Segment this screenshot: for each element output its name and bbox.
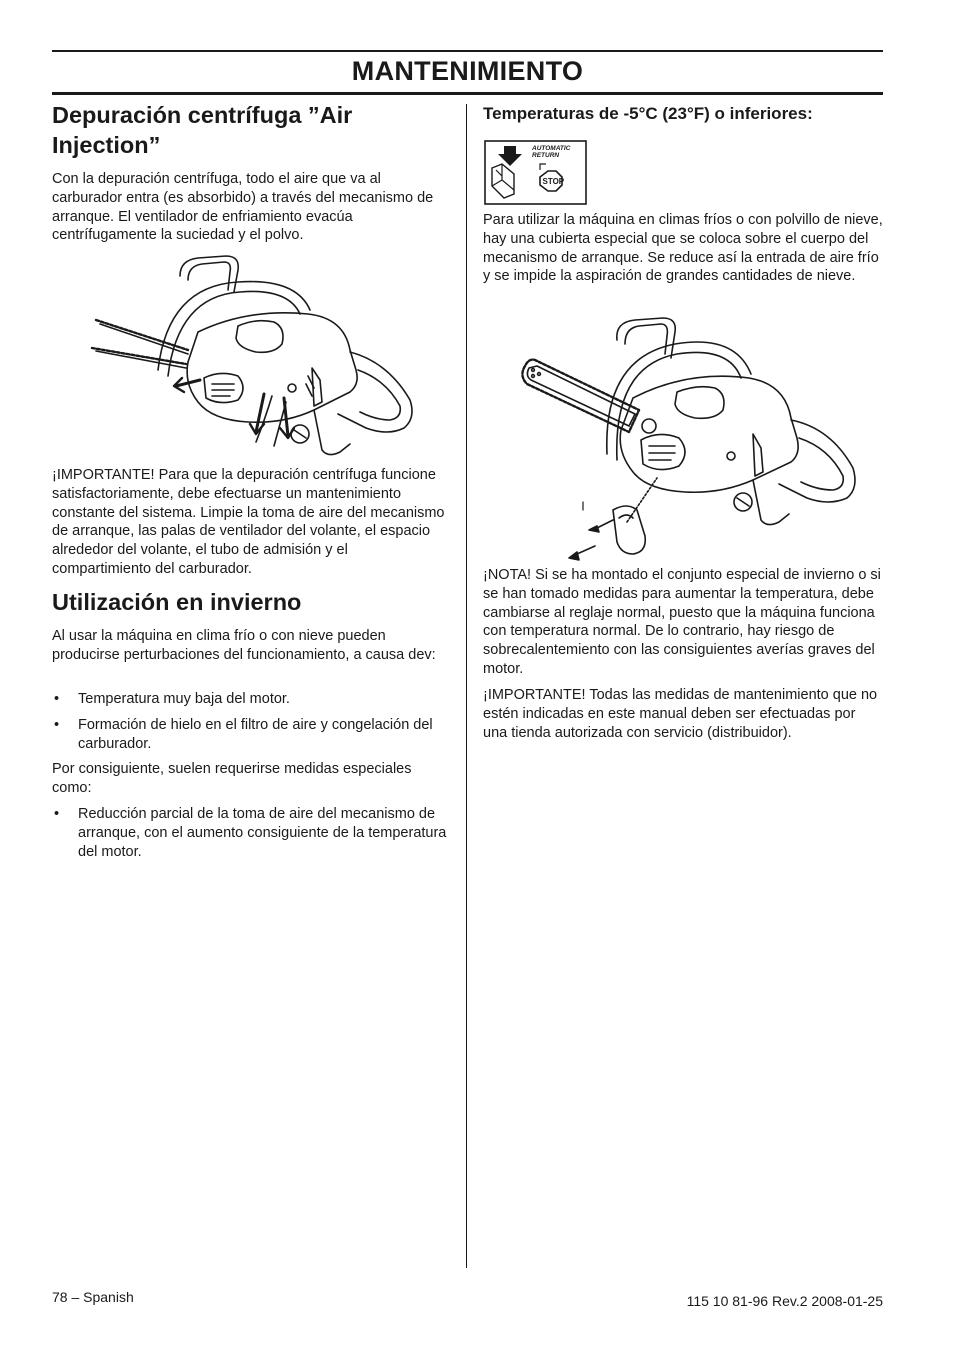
header-rule-bottom bbox=[52, 92, 883, 95]
page-title: MANTENIMIENTO bbox=[351, 56, 584, 86]
paragraph-winter-cover: Para utilizar la máquina en climas fríos o con polvillo de nieve, hay una cubierta especial que se coloca sobre el cuerpo del mecanismo de arranque. Se reduce así la entrada de aire frío y se impide la aspiración de grandes cantidades de nieve. bbox=[483, 212, 883, 285]
automatic-return-stop-icon bbox=[484, 140, 588, 206]
bullet-marker: • bbox=[54, 691, 60, 707]
subheading-low-temperatures: Temperaturas de -5°C (23°F) o inferiores: bbox=[483, 104, 813, 123]
footer-page-number: 78 – Spanish bbox=[52, 1289, 134, 1305]
bullet-marker: • bbox=[54, 717, 60, 733]
header-rule-top bbox=[52, 50, 883, 52]
list-item bbox=[52, 805, 450, 865]
paragraph-important-service: ¡IMPORTANTE! Todas las medidas de mantenimiento que no estén indicadas en este manual deben ser efectuadas por una tienda autorizada con servicio (distribuidor). bbox=[483, 687, 878, 741]
column-divider bbox=[466, 104, 467, 1268]
paragraph-winter-note: ¡NOTA! Si se ha montado el conjunto especial de invierno o si se han tomado medidas para aumentar la temperatura, debe cambiarse al reglaje normal, puesto que la máquina funciona con temperatura normal. De lo contrario, hay riesgo de sobrecalentemiento con las consiguientes averías graves del motor. bbox=[483, 567, 881, 677]
paragraph-special-measures: Por consiguiente, suelen requerirse medidas especiales como: bbox=[52, 761, 412, 796]
paragraph-important-maintenance: ¡IMPORTANTE! Para que la depuración centrífuga funcione satisfactoriamente, debe efectuarse un mantenimiento constante del sistema. Limpie la toma de aire del mecanismo de arranque, las palas de ventilador del volante, el espacio alrededor del volante, el tubo de admisión y el compartimiento del carburador. bbox=[52, 467, 445, 577]
list-item-text: Temperatura muy baja del motor. bbox=[78, 691, 290, 707]
section-heading-winter-use: Utilización en invierno bbox=[52, 589, 302, 615]
section-heading-air-injection: Depuración centrífuga ”Air Injection” bbox=[52, 102, 353, 158]
list-item-text: Formación de hielo en el filtro de aire y congelación del carburador. bbox=[78, 717, 433, 752]
chainsaw-air-flow-illustration bbox=[88, 252, 418, 462]
automatic-label: AUTOMATIC bbox=[532, 145, 571, 152]
paragraph-air-injection: Con la depuración centrífuga, todo el aire que va al carburador entra (es absorbido) a través del mecanismo de arranque. El ventilador de enfriamiento evacúa centrífugamente la suciedad y el polvo. bbox=[52, 171, 434, 244]
return-label: RETURN bbox=[532, 152, 560, 159]
bullet-marker: • bbox=[54, 806, 60, 822]
list-item-text: Reducción parcial de la toma de aire del mecanismo de arranque, con el aumento consiguiente de la temperatura del motor. bbox=[78, 806, 447, 860]
paragraph-winter-intro: Al usar la máquina en clima frío o con nieve pueden producirse perturbaciones del funcionamiento, a causa dev: bbox=[52, 628, 436, 663]
stop-label: STOP bbox=[542, 177, 565, 186]
list-item bbox=[52, 690, 450, 710]
list-item bbox=[52, 716, 450, 756]
chainsaw-winter-cover-illustration bbox=[517, 314, 863, 562]
footer-document-id: 115 10 81-96 Rev.2 2008-01-25 bbox=[686, 1293, 883, 1309]
